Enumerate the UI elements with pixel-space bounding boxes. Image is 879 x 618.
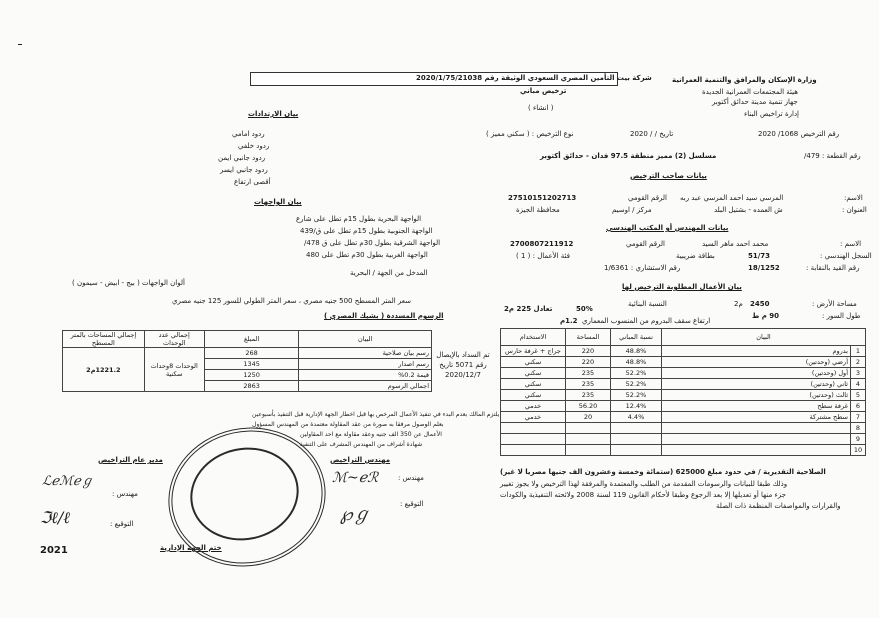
owner-address-label: العنوان : xyxy=(842,206,867,214)
table-row xyxy=(501,423,866,434)
mid-note-3: الأعمال عن 350 الف جنيه وعقد مقاولة مع احد المقاولين xyxy=(300,431,442,438)
owner-name-label: الاسم: xyxy=(844,194,863,202)
row-use: سكني xyxy=(501,357,566,368)
total-area-cell: 1221.2م2 xyxy=(63,348,145,392)
row-area: 220 xyxy=(566,357,611,368)
fees-table xyxy=(62,330,432,392)
note-line-2: وذلك طبقا للبيانات والرسومات المقدمة من الطلب والمعتمدة والمرفقة لهذا الترخيص ولا يجوز تغيير xyxy=(500,480,788,488)
owner-national-id: 27510151202713 xyxy=(508,194,577,202)
row-ratio: 52.2% xyxy=(611,390,662,401)
engineer-card: بطاقة ضريبية xyxy=(676,252,715,260)
table-row xyxy=(501,357,866,368)
fee-item: رسم بيان صلاحية xyxy=(299,348,432,359)
city-agency: جهاز تنمية مدينة حدائق أكتوبر xyxy=(712,98,798,106)
row-item: ثاني (وحدتين) xyxy=(662,379,851,390)
license-kind: نوع الترخيص : ( سكني مميز ) xyxy=(486,130,574,138)
floors-table-header xyxy=(501,329,866,346)
ratio-equivalent: تعادل 225 م2 xyxy=(504,305,553,313)
row-area: 235 xyxy=(566,368,611,379)
engineer-signature-label: التوقيع : xyxy=(400,500,424,508)
fees-col-units: إجمالي عدد الوحدات xyxy=(144,331,204,348)
units-cell: الوحدات 8وحدات سكنية xyxy=(144,348,204,392)
ratio-label: النسبة البنائية xyxy=(628,300,667,308)
year-handwritten: 2021 xyxy=(40,545,68,556)
facades-title: بيان الواجهات xyxy=(254,198,302,206)
floors-col-ratio: نسبة المباني xyxy=(611,329,662,346)
dept-head-eng-label: مهندس : xyxy=(112,490,138,498)
engineer-section-title: بيانات المهندس أو المكتب الهندسي xyxy=(606,224,729,232)
row-ratio: 48.8% xyxy=(611,357,662,368)
engineer-consult-no: رقم الاستشاري : 1/6361 xyxy=(604,264,681,272)
mid-note-2: بعلم الوصول مرفقا به صورة من عقد المقاولة معتمدة من المهندس المسؤول xyxy=(252,421,444,428)
floors-col-item: البيان xyxy=(662,329,866,346)
height-value: 1.2م xyxy=(560,317,578,325)
admin-seal-label: ختم الجهة الإدارية xyxy=(160,544,222,552)
row-use xyxy=(501,423,566,434)
row-use: سكني xyxy=(501,390,566,401)
area-value: 2450 xyxy=(750,300,770,308)
max-height: أقصى ارتفاع xyxy=(234,178,271,186)
row-area: 56.20 xyxy=(566,401,611,412)
fees-col-amount: المبلغ xyxy=(204,331,299,348)
row-use: جراج + غرفة حارس xyxy=(501,346,566,357)
row-index: 4 xyxy=(851,379,866,390)
row-area: 220 xyxy=(566,346,611,357)
table-row xyxy=(501,412,866,423)
license-number: رقم الترخيص 1068/ 2020 xyxy=(758,130,840,138)
table-row xyxy=(501,390,866,401)
row-area xyxy=(566,423,611,434)
fees-title: الرسوم المسددة ( بشيك المصري ) xyxy=(324,312,444,320)
fee-item: قيمة 0.2% xyxy=(299,370,432,381)
plot-description: مسلسل (2) مميز منطقة 97.5 فدان - حدائق أكتوبر xyxy=(540,152,717,160)
floors-col-use: الاستخدام xyxy=(501,329,566,346)
row-ratio: 52.2% xyxy=(611,379,662,390)
row-item: بدروم xyxy=(662,346,851,357)
engineer-id-label: الرقم القومي xyxy=(626,240,665,248)
owner-governorate: محافظة الجيزة xyxy=(516,206,560,214)
row-index: 5 xyxy=(851,390,866,401)
row-ratio xyxy=(611,445,662,456)
validity-note: الصلاحية التقديرية / في حدود مبلغ 625000 (ستمائة وخمسة وعشرون الف جنيها مصريا لا غير) xyxy=(500,468,826,476)
row-area xyxy=(566,445,611,456)
row-item xyxy=(662,434,851,445)
row-use: سكني xyxy=(501,368,566,379)
engineer-union-label: رقم القيد بالنقابة : xyxy=(806,264,860,272)
fees-table-header xyxy=(63,331,432,348)
row-use: خدمي xyxy=(501,412,566,423)
setback-front: ردود امامي xyxy=(232,130,265,138)
entrance-side: المدخل من الجهة / البحرية xyxy=(350,269,428,277)
mid-note-4: شهادة أشراف من المهندس المشرف على التنفيذ xyxy=(300,441,423,448)
row-area: 235 xyxy=(566,379,611,390)
setbacks-title: بيان الارتدادات xyxy=(248,110,299,118)
row-ratio xyxy=(611,434,662,445)
row-index: 2 xyxy=(851,357,866,368)
owner-center: مركز / اوسيم xyxy=(612,206,652,214)
fee-item: رسم اصدار xyxy=(299,359,432,370)
setback-back: ردود خلفي xyxy=(238,142,270,150)
ratio-value: 50% xyxy=(576,305,593,313)
row-item: ثالث (وحدتين) xyxy=(662,390,851,401)
note-line-3: جزء منها أو تعديلها إلا بعد الرجوع وطبقا لأحكام القانون 119 لسنة 2008 ولائحته التنفيذية والكودات xyxy=(500,491,786,499)
setback-left: ردود جانبي ايسر xyxy=(220,166,268,174)
mid-note-1: يلتزم المالك بعدم البدء في تنفيذ الأعمال المرخص بها قبل اخطار الجهة الإدارية قبل التنفيذ بأسبوعين xyxy=(252,411,500,418)
dept-head-title: مدير عام التراخيص xyxy=(98,456,163,464)
row-ratio: 4.4% xyxy=(611,412,662,423)
fee-item: اجمالي الرسوم xyxy=(299,381,432,392)
engineer-national-id: 2700807211912 xyxy=(510,240,574,248)
floors-col-area: المساحة xyxy=(566,329,611,346)
facade-north: الواجهة البحرية بطول 15م تطل على شارع xyxy=(296,215,422,223)
table-row xyxy=(501,445,866,456)
payment-note: تم السداد بالإيصال رقم 5071 تاريخ 2020/12/7 xyxy=(436,351,490,379)
corner-mark xyxy=(18,44,22,45)
ministry-name: وزارة الإسكان والمرافق والتنمية العمرانية xyxy=(672,76,817,84)
area-unit: م2 xyxy=(734,300,743,308)
engineer-works-category: فئة الأعمال : ( 1 ) xyxy=(516,252,571,260)
table-row xyxy=(501,379,866,390)
row-index: 3 xyxy=(851,368,866,379)
authority-name: هيئة المجتمعات العمرانية الجديدة xyxy=(702,88,798,96)
table-row xyxy=(501,368,866,379)
row-use xyxy=(501,434,566,445)
owner-address: ش العمده - بشتيل البلد xyxy=(714,206,783,214)
facade-south: الواجهة الجنوبية بطول 15م تطل على ق/439 xyxy=(300,227,433,235)
area-label: مساحة الأرض : xyxy=(812,300,857,308)
license-type-label: ترخيص مباني xyxy=(520,87,567,95)
row-item: غرفة سطح xyxy=(662,401,851,412)
row-area: 20 xyxy=(566,412,611,423)
licensing-engineer-title: مهندس التراخيص xyxy=(330,456,391,464)
row-index: 9 xyxy=(851,434,866,445)
fee-amount: 2863 xyxy=(204,381,299,392)
row-item: أول (وحدتين) xyxy=(662,368,851,379)
engineer-signature: ℳ~ℯℛ xyxy=(332,470,379,486)
facade-west: الواجهة الغربية بطول 30م تطل على 480 xyxy=(306,251,428,259)
table-row xyxy=(501,401,866,412)
fee-amount: 1345 xyxy=(204,359,299,370)
fees-col-item: البيان xyxy=(299,331,432,348)
engineer-reg-no: 51/73 xyxy=(748,252,771,260)
engineer-name-label: الاسم : xyxy=(840,240,862,248)
facade-colors: ألوان الواجهات ( بيج - ابيض - سيمون ) xyxy=(72,279,185,287)
facade-east: الواجهة الشرقية بطول 30م تطل على ق 478/ xyxy=(304,239,441,247)
fees-col-total-area: إجمالي المساحات بالمتر المسطح xyxy=(63,331,145,348)
table-row xyxy=(501,346,866,357)
row-use: خدمي xyxy=(501,401,566,412)
row-ratio: 52.2% xyxy=(611,368,662,379)
fee-amount: 1250 xyxy=(204,370,299,381)
table-row xyxy=(63,348,432,359)
price-line: سعر المتر المسطح 500 جنيه مصري ، سعر المتر الطولي للسور 125 جنيه مصري xyxy=(172,297,412,305)
engineer-sign-label: مهندس : xyxy=(398,474,424,482)
owner-section-title: بيانات صاحب الترخيص xyxy=(630,172,707,180)
row-index: 7 xyxy=(851,412,866,423)
row-ratio: 48.8% xyxy=(611,346,662,357)
action-label: ( انشاء ) xyxy=(528,104,554,112)
row-area xyxy=(566,434,611,445)
height-label: ارتفاع سقف البدروم من المنسوب المعماري xyxy=(582,317,711,325)
dept-head-scribble: ℑℓ/ℓ xyxy=(40,508,70,527)
row-item xyxy=(662,445,851,456)
row-item: أرضي (وحدتين) xyxy=(662,357,851,368)
dept-name: إدارة تراخيص البناء xyxy=(744,110,800,118)
row-index: 8 xyxy=(851,423,866,434)
note-line-4: والقرارات والمواصفات المنظمة ذات الصلة xyxy=(716,502,841,510)
fee-amount: 268 xyxy=(204,348,299,359)
company-line: شركة بيت التأمين المصري السعودي الوثيقة رقم 2020/1/75/21038 xyxy=(416,74,652,82)
plot-number: رقم القطعة : 479/ xyxy=(804,152,861,160)
engineer-reg-label: السجل الهندسي : xyxy=(820,252,872,260)
row-ratio xyxy=(611,423,662,434)
engineer-union-no: 18/1252 xyxy=(748,264,780,272)
table-row xyxy=(501,434,866,445)
engineer-name: محمد احمد ماهر السيد xyxy=(702,240,769,248)
row-item xyxy=(662,423,851,434)
floors-table xyxy=(500,328,866,456)
row-area: 235 xyxy=(566,390,611,401)
facade-label: طول السور : xyxy=(822,312,861,320)
row-use xyxy=(501,445,566,456)
facade-value: 90 م ط xyxy=(752,312,780,320)
row-ratio: 12.4% xyxy=(611,401,662,412)
owner-name: المرسي سيد احمد المرسي عبد ربه xyxy=(680,194,784,202)
dept-head-signature: ℒℯℳℯℊ xyxy=(42,474,94,489)
row-item: سطح مشتركة xyxy=(662,412,851,423)
row-index: 1 xyxy=(851,346,866,357)
setback-right: ردود جانبي ايمن xyxy=(218,154,266,162)
row-index: 6 xyxy=(851,401,866,412)
owner-id-label: الرقم القومي xyxy=(628,194,667,202)
row-index: 10 xyxy=(851,445,866,456)
license-date: تاريخ / / 2020 xyxy=(630,130,674,138)
dept-head-sign-label: التوقيع : xyxy=(110,520,134,528)
engineer-signature-scribble: ℘ℊ xyxy=(340,504,371,525)
row-use: سكني xyxy=(501,379,566,390)
works-section-title: بيان الأعمال المطلوبة الترخيص لها xyxy=(622,283,742,291)
